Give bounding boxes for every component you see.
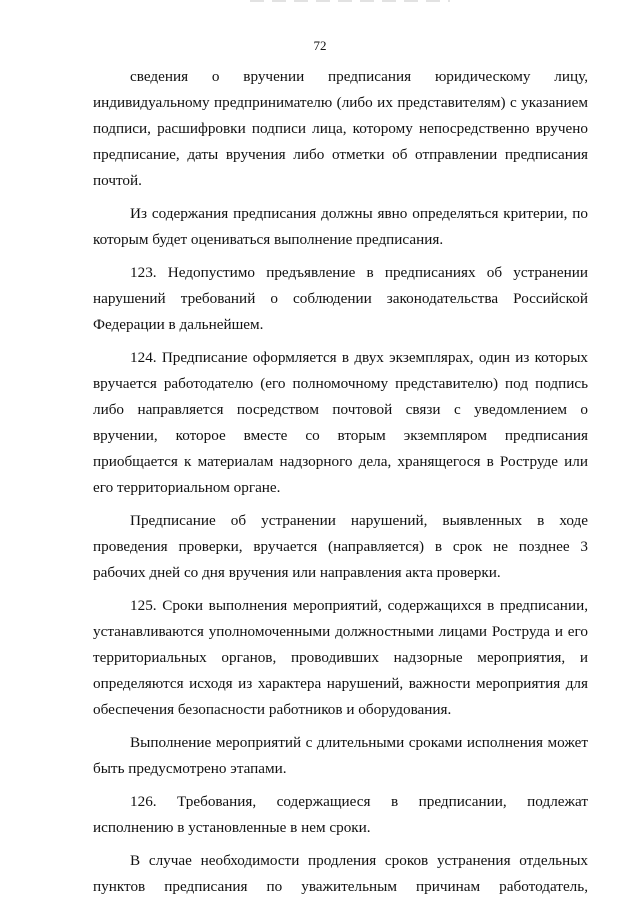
scan-artifact <box>250 0 450 2</box>
paragraph-extension: В случае необходимости продления сроков устранения отдельных пунктов предписания по уважительным причинам работодатель, <box>93 852 588 895</box>
paragraph-126: 126. Требования, содержащиеся в предписании, подлежат исполнению в установленные в нем сроки. <box>93 793 588 836</box>
paragraph-continuation: сведения о вручении предписания юридическому лицу, индивидуальному предпринимателю (либо их представителям) с указанием подписи, расшифровки подписи лица, которому непосредственно вручено предписание, даты вручения либо отметки об отправлении предписания почтой. <box>93 68 588 189</box>
page-number: 72 <box>313 38 327 53</box>
paragraph-123: 123. Недопустимо предъявление в предписаниях об устранении нарушений требований о соблюдении законодательства Российской Федерации в дальнейшем. <box>93 264 588 333</box>
paragraph-124: 124. Предписание оформляется в двух экземплярах, один из которых вручается работодателю (его полномочному представителю) под подпись либо направляется посредством почтовой связи с уведомлением о вручении, которое вместе со вторым экземпляром предписания приобщается к материалам надзорного дела, хранящегося в Роструде или его территориальном органе. <box>93 349 588 496</box>
paragraph-criteria: Из содержания предписания должны явно определяться критерии, по которым будет оцениваться выполнение предписания. <box>93 205 588 248</box>
paragraph-125: 125. Сроки выполнения мероприятий, содержащихся в предписании, устанавливаются уполномоченными должностными лицами Роструда и его территориальных органов, проводивших надзорные мероприятия, и определяются исходя из характера нарушений, важности мероприятия для обеспечения безопасности работников и оборудования. <box>93 597 588 718</box>
document-body <box>93 64 588 907</box>
paragraph-stages: Выполнение мероприятий с длительными сроками исполнения может быть предусмотрено этапами. <box>93 734 588 777</box>
paragraph-delivery-term: Предписание об устранении нарушений, выявленных в ходе проведения проверки, вручается (направляется) в срок не позднее 3 рабочих дней со дня вручения или направления акта проверки. <box>93 512 588 581</box>
